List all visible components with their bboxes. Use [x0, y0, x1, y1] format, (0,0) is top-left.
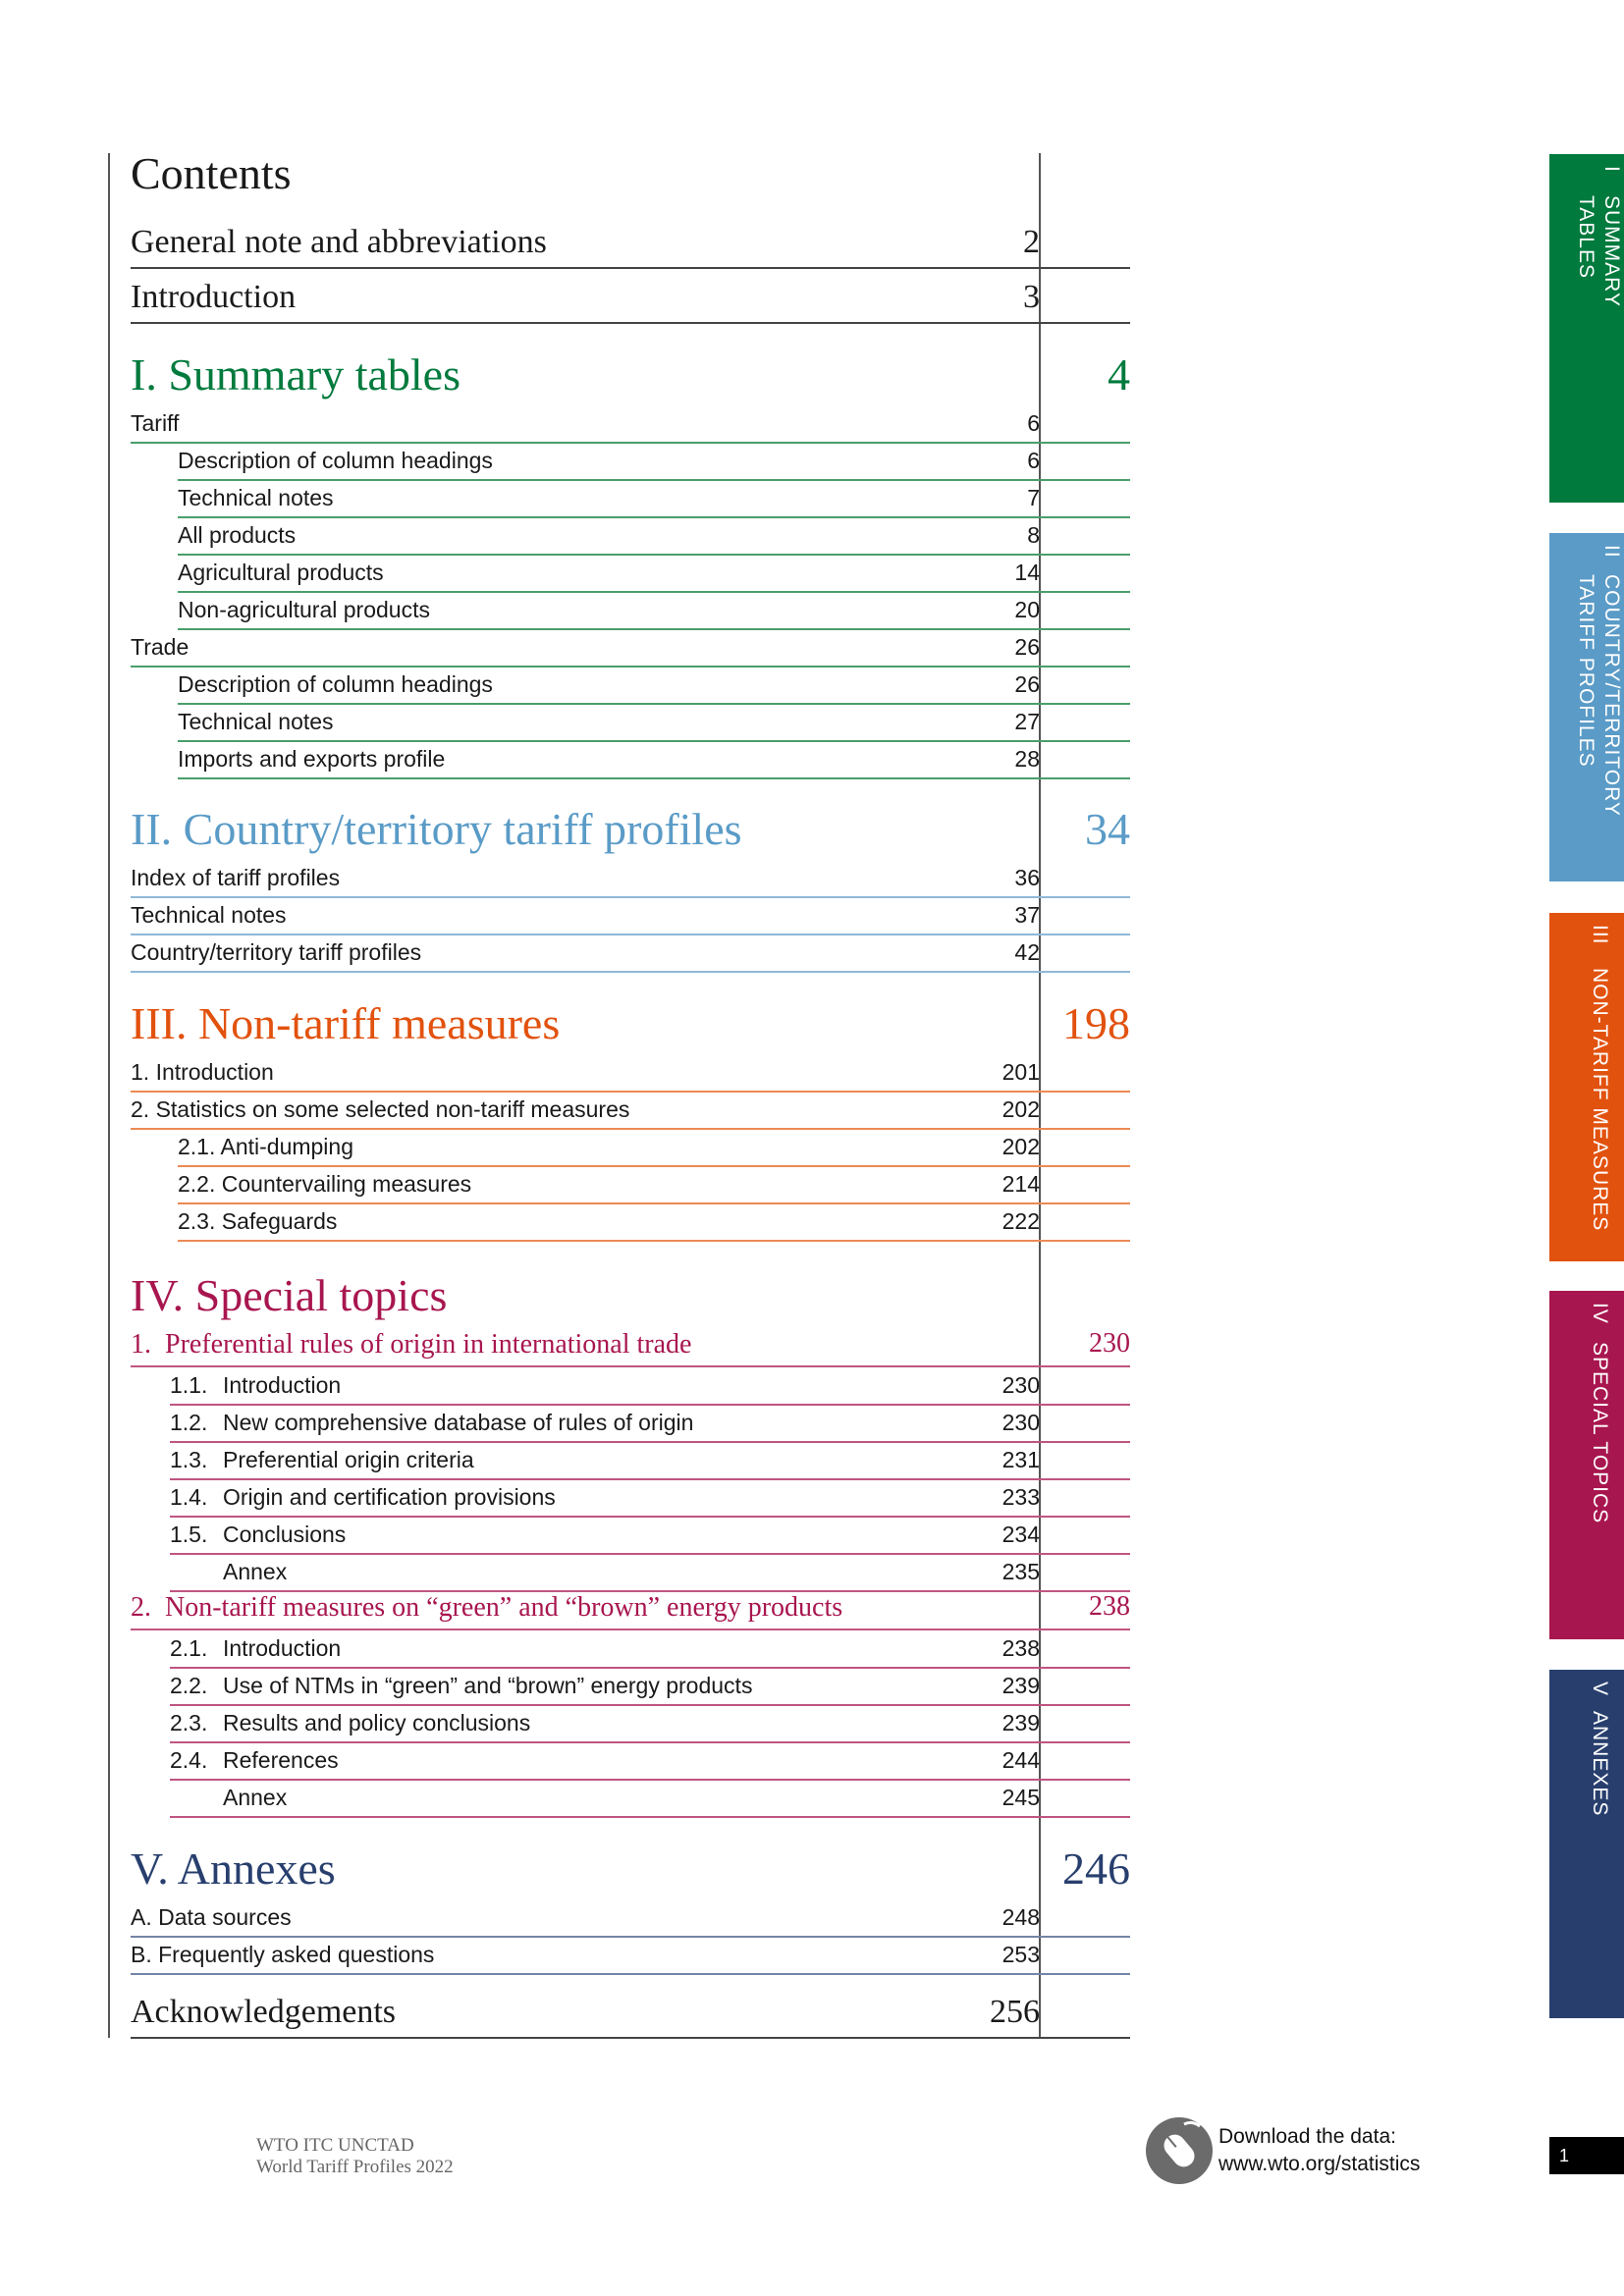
toc-entry-label: Introduction	[223, 1635, 342, 1661]
toc-entry-page: 26	[1014, 634, 1040, 660]
toc-entry-label: Technical notes	[178, 485, 334, 510]
toc-entry[interactable]	[170, 1518, 1040, 1555]
divider	[1040, 1365, 1130, 1367]
tab-label: TARIFF PROFILES	[1575, 574, 1597, 768]
toc-entry-label: Trade	[131, 634, 189, 660]
toc-entry-label: Use of NTMs in “green” and “brown” energy products	[223, 1673, 753, 1698]
toc-entry-label: All products	[178, 522, 297, 548]
toc-entry-page: 230	[1001, 1372, 1040, 1398]
divider	[1040, 516, 1130, 518]
tab-numeral: II	[1600, 545, 1623, 559]
entry-number: 1.5.	[170, 1522, 208, 1547]
toc-entry-page: 214	[1001, 1171, 1040, 1197]
toc-entry-page: 256	[990, 1994, 1040, 2030]
toc-entry[interactable]	[170, 1368, 1040, 1406]
toc-entry-label: Introduction	[131, 279, 297, 315]
divider	[1040, 1441, 1130, 1443]
toc-entry-page: 239	[1001, 1710, 1040, 1735]
footer-publication	[256, 2135, 454, 2178]
toc-entry-label: 2.3. Safeguards	[178, 1208, 338, 1234]
toc-entry-page: 28	[1014, 746, 1040, 772]
toc-entry[interactable]	[178, 1204, 1040, 1242]
divider	[1040, 1478, 1130, 1480]
section-page-annexes[interactable]: 246	[1062, 1843, 1130, 1894]
download-info[interactable]	[1218, 2123, 1420, 2178]
tab-label: SPECIAL TOPICS	[1589, 1342, 1611, 1524]
divider	[1040, 591, 1130, 593]
toc-entry-label: 2.2. Countervailing measures	[178, 1171, 472, 1197]
toc-entry[interactable]	[131, 935, 1040, 973]
divider	[1040, 1202, 1130, 1204]
page-title: Contents	[131, 148, 292, 198]
toc-entry-label: A. Data sources	[131, 1904, 292, 1930]
tab-label: NON-TARIFF MEASURES	[1589, 968, 1611, 1232]
toc-entry[interactable]	[170, 1743, 1040, 1781]
side-tab-tariff-profiles[interactable]	[1549, 533, 1624, 881]
divider	[1040, 703, 1130, 705]
divider	[1040, 740, 1130, 742]
toc-entry-label: Non-agricultural products	[178, 597, 430, 622]
download-mouse-icon[interactable]	[1145, 2116, 1214, 2185]
toc-entry[interactable]	[131, 861, 1040, 898]
divider	[1040, 554, 1130, 556]
toc-entry-page: 6	[1027, 448, 1040, 473]
topic-label: Preferential rules of origin in international trade	[165, 1329, 692, 1360]
tab-numeral: I	[1600, 166, 1623, 173]
toc-entry-page: 231	[1001, 1447, 1040, 1472]
toc-entry-general-note[interactable]	[131, 216, 1040, 269]
section-page-non-tariff-measures[interactable]: 198	[1062, 998, 1130, 1048]
entry-number: 2.2.	[170, 1673, 208, 1698]
toc-entry[interactable]	[178, 593, 1040, 630]
divider	[1040, 1553, 1130, 1555]
toc-entry[interactable]	[131, 1055, 1040, 1093]
footer-title: World Tariff Profiles 2022	[256, 2157, 454, 2177]
toc-entry[interactable]	[178, 556, 1040, 593]
toc-entry-label: Introduction	[223, 1372, 342, 1398]
toc-entry-label: Index of tariff profiles	[131, 865, 341, 890]
toc-entry-label: 2. Statistics on some selected non-tariff measures	[131, 1096, 630, 1122]
toc-entry[interactable]	[131, 1093, 1040, 1130]
tab-numeral: IV	[1589, 1303, 1611, 1324]
side-tab-summary-tables[interactable]	[1549, 154, 1624, 503]
left-rule	[108, 153, 110, 2038]
side-tab-non-tariff-measures[interactable]	[1549, 913, 1624, 1261]
toc-entry-page: 238	[1001, 1635, 1040, 1661]
toc-entry-page: 7	[1027, 485, 1040, 510]
divider	[1040, 1936, 1130, 1938]
toc-entry-page: 201	[1001, 1059, 1040, 1085]
toc-entry[interactable]	[170, 1706, 1040, 1743]
divider	[1040, 1240, 1130, 1242]
toc-entry-page: 244	[1001, 1747, 1040, 1773]
divider	[1040, 1165, 1130, 1167]
toc-entry-label	[131, 1329, 961, 1361]
page-number: 1	[1549, 2137, 1624, 2174]
entry-number: 2.4.	[170, 1747, 208, 1773]
topic-label: Non-tariff measures on “green” and “brown” energy products	[165, 1592, 843, 1623]
toc-entry-page: 6	[1027, 410, 1040, 436]
tab-label: SUMMARY	[1600, 195, 1623, 307]
section-page-tariff-profiles[interactable]: 34	[1085, 804, 1130, 854]
divider	[1040, 934, 1130, 935]
divider	[1040, 628, 1130, 630]
toc-entry-page: 233	[1001, 1484, 1040, 1510]
divider	[1040, 971, 1130, 973]
toc-entry[interactable]	[131, 1900, 1040, 1938]
toc-entry-page: 239	[1001, 1673, 1040, 1698]
toc-entry-page: 27	[1014, 709, 1040, 734]
toc-entry-page: 3	[1023, 279, 1040, 315]
toc-entry-page: 2	[1023, 224, 1040, 260]
topic-heading-energy-products[interactable]	[131, 1589, 1040, 1630]
toc-entry-label: Conclusions	[223, 1522, 347, 1547]
tab-label: COUNTRY/TERRITORY	[1600, 574, 1623, 817]
toc-entry-page: 26	[1014, 671, 1040, 697]
footer-publisher: WTO ITC UNCTAD	[256, 2135, 414, 2156]
toc-entry[interactable]	[178, 518, 1040, 556]
toc-entry[interactable]	[178, 481, 1040, 518]
toc-entry-label: Country/territory tariff profiles	[131, 939, 422, 965]
toc-entry-label: Description of column headings	[178, 448, 493, 473]
section-heading-non-tariff-measures[interactable]: III. Non-tariff measures	[131, 998, 561, 1048]
divider	[1040, 1404, 1130, 1406]
toc-entry[interactable]	[170, 1406, 1040, 1443]
toc-entry-label: 1. Introduction	[131, 1059, 274, 1085]
toc-entry-page: 230	[1001, 1410, 1040, 1435]
tab-label: ANNEXES	[1589, 1711, 1611, 1817]
entry-number: 1.3.	[170, 1447, 208, 1472]
toc-entry-label: Technical notes	[131, 902, 287, 928]
divider	[1040, 1704, 1130, 1706]
toc-entry[interactable]	[178, 705, 1040, 742]
toc-entry-page: 14	[1014, 560, 1040, 585]
toc-entry-acknowledgements[interactable]	[131, 1988, 1040, 2039]
divider	[1040, 322, 1130, 324]
divider	[1040, 666, 1130, 667]
download-url[interactable]: www.wto.org/statistics	[1218, 2153, 1421, 2175]
entry-number: 2.3.	[170, 1710, 208, 1735]
toc-entry-page: 248	[1001, 1904, 1040, 1930]
toc-entry-page: 42	[1014, 939, 1040, 965]
toc-entry-page: 234	[1001, 1522, 1040, 1547]
toc-entry-label: Description of column headings	[178, 671, 493, 697]
divider	[1040, 1779, 1130, 1781]
toc-entry-label: 2.1. Anti-dumping	[178, 1134, 354, 1159]
toc-entry[interactable]	[170, 1669, 1040, 1706]
divider	[1040, 1741, 1130, 1743]
tab-label: TABLES	[1575, 195, 1597, 279]
toc-entry[interactable]	[178, 1130, 1040, 1167]
entry-number: 1.2.	[170, 1410, 208, 1435]
toc-entry-label: Origin and certification provisions	[223, 1484, 556, 1510]
toc-entry[interactable]	[170, 1443, 1040, 1480]
toc-entry-label: Results and policy conclusions	[223, 1710, 531, 1735]
divider	[1040, 896, 1130, 898]
entry-number: 1.1.	[170, 1372, 208, 1398]
toc-entry[interactable]	[170, 1631, 1040, 1669]
toc-entry[interactable]	[178, 1167, 1040, 1204]
section-heading-summary-tables[interactable]: I. Summary tables	[131, 349, 460, 400]
toc-entry-page: 36	[1014, 865, 1040, 890]
divider	[1040, 1128, 1130, 1130]
toc-entry-label: Annex	[223, 1785, 288, 1810]
toc-entry[interactable]	[131, 406, 1040, 444]
toc-entry-label: Preferential origin criteria	[223, 1447, 474, 1472]
toc-entry[interactable]	[131, 1938, 1040, 1975]
topic-heading-rules-of-origin[interactable]	[131, 1326, 1040, 1367]
toc-entry[interactable]	[131, 898, 1040, 935]
toc-entry[interactable]	[170, 1480, 1040, 1518]
toc-entry-page: 202	[1001, 1096, 1040, 1122]
section-page-summary-tables[interactable]: 4	[1108, 349, 1130, 400]
toc-entry-label: B. Frequently asked questions	[131, 1942, 435, 1967]
section-heading-tariff-profiles[interactable]: II. Country/territory tariff profiles	[131, 804, 742, 854]
toc-entry-page: 235	[1001, 1559, 1040, 1584]
topic-number: 2.	[131, 1592, 151, 1623]
toc-entry-label: General note and abbreviations	[131, 224, 547, 260]
divider	[1040, 1516, 1130, 1518]
toc-entry-label: Agricultural products	[178, 560, 384, 585]
entry-number: 1.4.	[170, 1484, 208, 1510]
toc-entry-label: Technical notes	[178, 709, 334, 734]
toc-entry[interactable]	[178, 444, 1040, 481]
toc-entry-label: Acknowledgements	[131, 1994, 397, 2030]
topic-page-rules-of-origin[interactable]: 230	[1089, 1328, 1130, 1359]
topic-page-energy-products[interactable]: 238	[1089, 1591, 1130, 1622]
topic-number: 1.	[131, 1329, 151, 1360]
toc-entry-label	[131, 1592, 961, 1624]
toc-entry-page: 20	[1014, 597, 1040, 622]
toc-entry-page: 202	[1001, 1134, 1040, 1159]
side-tab-annexes[interactable]	[1549, 1670, 1624, 2018]
toc-entry-introduction[interactable]	[131, 271, 1040, 324]
divider	[1040, 1091, 1130, 1093]
divider	[1040, 1629, 1130, 1630]
divider	[1040, 267, 1130, 269]
toc-entry-page: 222	[1001, 1208, 1040, 1234]
divider	[1040, 2037, 1130, 2039]
divider	[1040, 777, 1130, 779]
download-label: Download the data:	[1218, 2125, 1396, 2148]
toc-entry-label: References	[223, 1747, 339, 1773]
toc-entry-page: 8	[1027, 522, 1040, 548]
side-tab-special-topics[interactable]	[1549, 1291, 1624, 1639]
section-heading-special-topics[interactable]: IV. Special topics	[131, 1270, 448, 1320]
divider	[1040, 479, 1130, 481]
toc-entry[interactable]	[178, 742, 1040, 779]
toc-entry-label: Tariff	[131, 410, 180, 436]
tab-numeral: III	[1589, 925, 1611, 945]
toc-entry-label: New comprehensive database of rules of origin	[223, 1410, 694, 1435]
entry-number: 2.1.	[170, 1635, 208, 1661]
toc-entry-page: 245	[1001, 1785, 1040, 1810]
toc-entry-page: 37	[1014, 902, 1040, 928]
toc-entry-annex[interactable]	[170, 1555, 1040, 1592]
toc-entry[interactable]	[178, 667, 1040, 705]
divider	[1040, 442, 1130, 444]
toc-entry-label: Annex	[223, 1559, 288, 1584]
toc-entry[interactable]	[131, 630, 1040, 667]
divider	[1040, 1973, 1130, 1975]
section-heading-annexes[interactable]: V. Annexes	[131, 1843, 336, 1894]
divider	[1040, 1816, 1130, 1818]
toc-entry-label: Imports and exports profile	[178, 746, 446, 772]
toc-entry-page: 253	[1001, 1942, 1040, 1967]
tab-numeral: V	[1589, 1682, 1611, 1697]
toc-entry-annex[interactable]	[170, 1781, 1040, 1818]
divider	[1040, 1667, 1130, 1669]
